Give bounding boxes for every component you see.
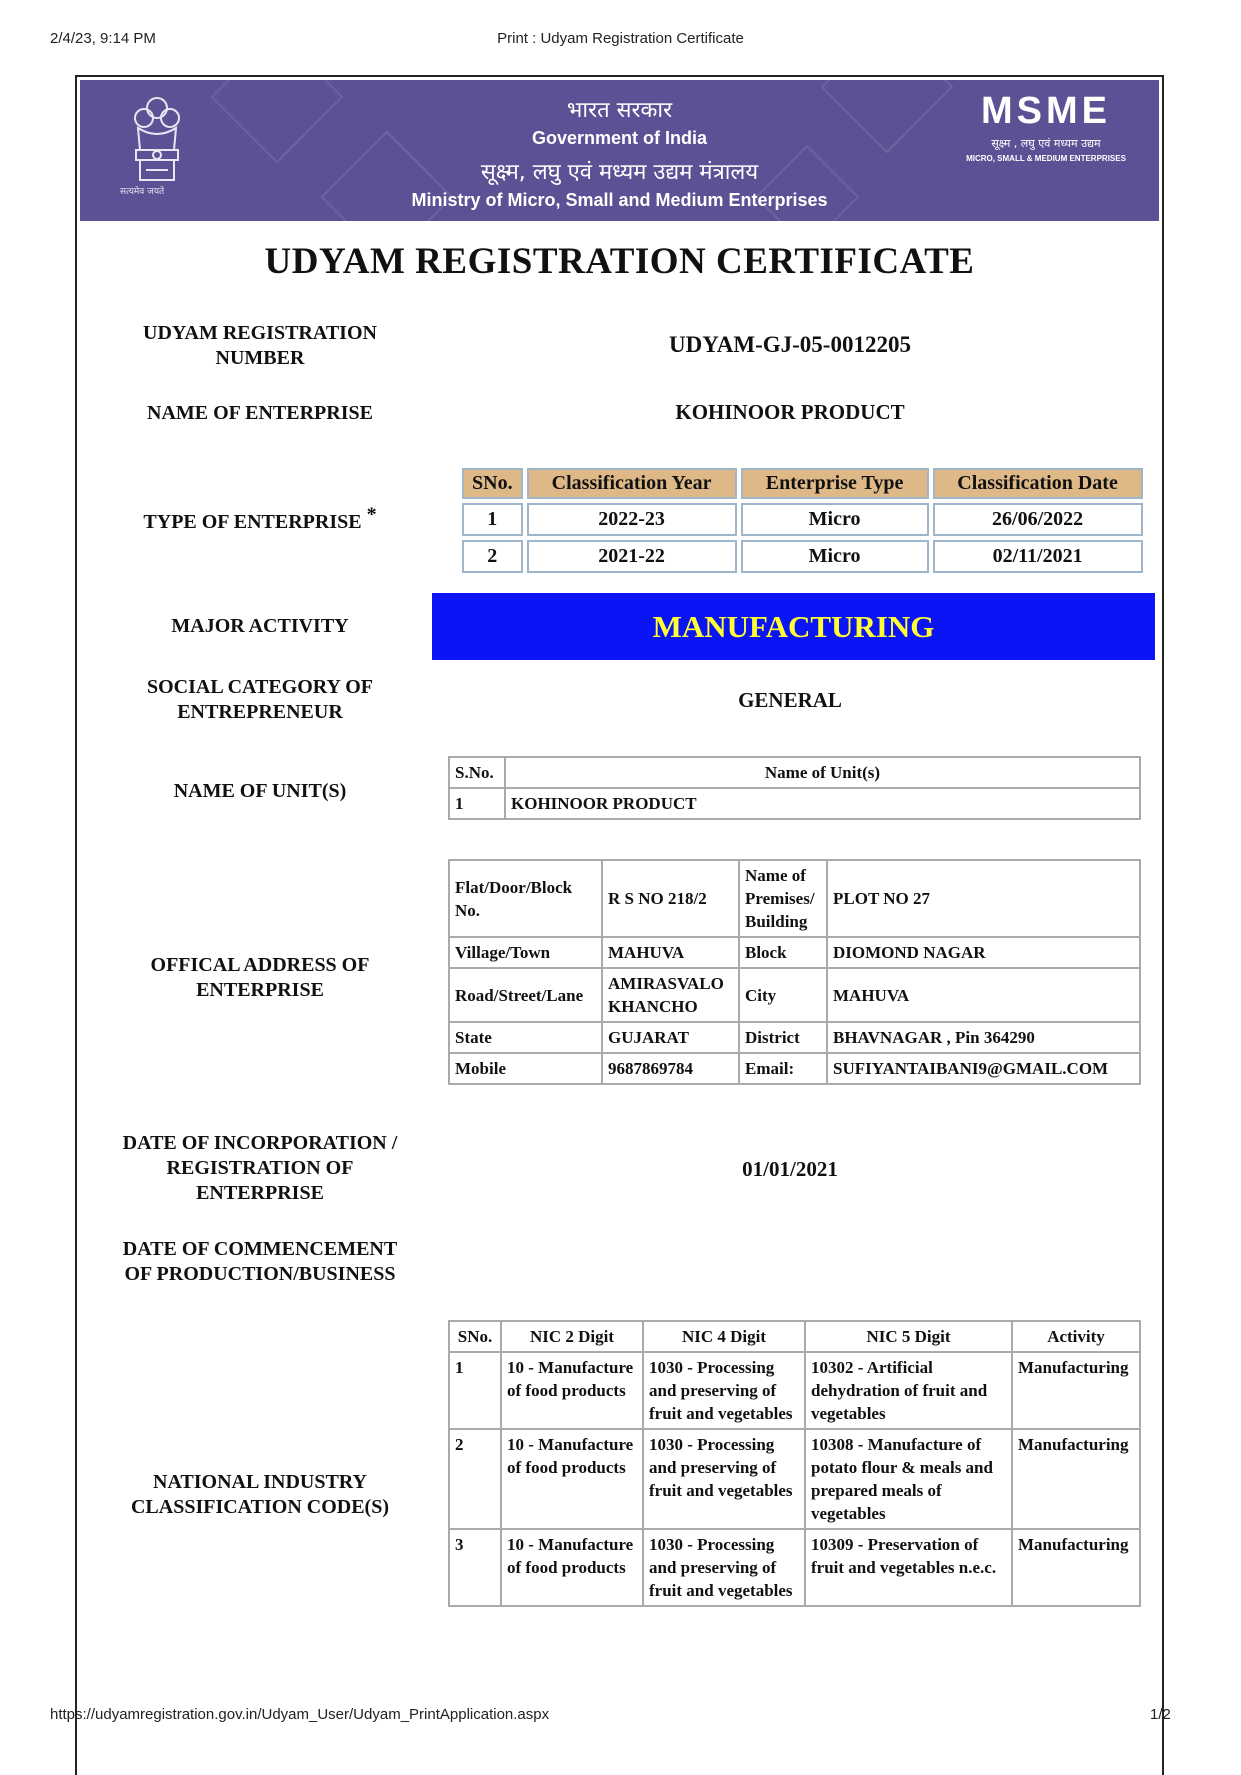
- nic-cell: 10 - Manufacture of food products: [501, 1429, 643, 1529]
- nic-cell: 1: [449, 1352, 501, 1429]
- nic-cell: 10302 - Artificial dehydration of fruit and vegetables: [805, 1352, 1012, 1429]
- cls-cell: 2021-22: [527, 540, 737, 573]
- msme-logo-word: MSME: [981, 90, 1111, 132]
- cls-cell: Micro: [741, 540, 929, 573]
- label-commencement-date: DATE OF COMMENCEMENT OF PRODUCTION/BUSINESS: [122, 1238, 398, 1285]
- units-header: S.No.: [449, 757, 505, 788]
- nic-cell: 3: [449, 1529, 501, 1606]
- nic-header: NIC 2 Digit: [501, 1321, 643, 1352]
- table-row: [449, 1352, 1140, 1429]
- label-enterprise-name: NAME OF ENTERPRISE: [147, 402, 373, 424]
- required-star: *: [366, 503, 377, 526]
- table-row: [449, 937, 1140, 968]
- addr-value: R S NO 218/2: [602, 860, 739, 937]
- label-official-address: OFFICAL ADDRESS OF ENTERPRISE: [150, 954, 370, 1001]
- cls-cell: 02/11/2021: [933, 540, 1143, 573]
- table-row: [449, 1529, 1140, 1606]
- table-row: [462, 540, 1143, 573]
- addr-label: Email:: [739, 1053, 827, 1084]
- msme-logo: [966, 92, 1126, 163]
- incorporation-date-value: 01/01/2021: [742, 1157, 838, 1181]
- addr-label: Mobile: [449, 1053, 602, 1084]
- nic-header: Activity: [1012, 1321, 1140, 1352]
- nic-cell: 10 - Manufacture of food products: [501, 1529, 643, 1606]
- label-name-of-units: NAME OF UNIT(S): [173, 780, 347, 802]
- enterprise-name-value: KOHINOOR PRODUCT: [675, 400, 905, 424]
- units-cell: KOHINOOR PRODUCT: [505, 788, 1140, 819]
- table-row: [449, 788, 1140, 819]
- addr-value: 9687869784: [602, 1053, 739, 1084]
- label-reg-number: UDYAM REGISTRATION NUMBER: [143, 322, 377, 369]
- addr-value: AMIRASVALO KHANCHO: [602, 968, 739, 1022]
- nic-cell: Manufacturing: [1012, 1529, 1140, 1606]
- emblem-motto: सत्यमेव जयते: [120, 187, 165, 197]
- cls-cell: 2022-23: [527, 503, 737, 536]
- addr-value: GUJARAT: [602, 1022, 739, 1053]
- nic-cell: Manufacturing: [1012, 1429, 1140, 1529]
- msme-logo-english: MICRO, SMALL & MEDIUM ENTERPRISES: [966, 154, 1126, 163]
- table-row: [449, 860, 1140, 937]
- cls-header: SNo.: [462, 468, 523, 499]
- nic-table: [448, 1320, 1141, 1607]
- nic-cell: Manufacturing: [1012, 1352, 1140, 1429]
- banner-hindi-govt: भारत सरकार: [566, 98, 673, 123]
- table-row: [449, 1429, 1140, 1529]
- label-type-of-enterprise: TYPE OF ENTERPRISE *: [143, 503, 377, 533]
- addr-label: Block: [739, 937, 827, 968]
- nic-header: SNo.: [449, 1321, 501, 1352]
- addr-value: BHAVNAGAR , Pin 364290: [827, 1022, 1140, 1053]
- print-page-title: Print : Udyam Registration Certificate: [497, 30, 744, 47]
- nic-cell: 2: [449, 1429, 501, 1529]
- units-header: Name of Unit(s): [505, 757, 1140, 788]
- addr-label: Name of Premises/ Building: [739, 860, 827, 937]
- addr-value: PLOT NO 27: [827, 860, 1140, 937]
- label-nic-codes: NATIONAL INDUSTRY CLASSIFICATION CODE(S): [130, 1471, 389, 1518]
- cls-cell: 2: [462, 540, 523, 573]
- nic-cell: 1030 - Processing and preserving of fruit and vegetables: [643, 1529, 805, 1606]
- addr-label: Flat/Door/Block No.: [449, 860, 602, 937]
- addr-label: State: [449, 1022, 602, 1053]
- label-social-category: SOCIAL CATEGORY OF ENTREPRENEUR: [147, 676, 373, 723]
- cls-header: Classification Date: [933, 468, 1143, 499]
- nic-cell: 1030 - Processing and preserving of fruit and vegetables: [643, 1429, 805, 1529]
- nic-cell: 10 - Manufacture of food products: [501, 1352, 643, 1429]
- page-number: 1/2: [1150, 1706, 1171, 1723]
- label-incorporation-date: DATE OF INCORPORATION / REGISTRATION OF ENTERPRISE: [122, 1132, 398, 1204]
- addr-label: Village/Town: [449, 937, 602, 968]
- cls-cell: 26/06/2022: [933, 503, 1143, 536]
- nic-cell: 10309 - Preservation of fruit and vegetables n.e.c.: [805, 1529, 1012, 1606]
- units-cell: 1: [449, 788, 505, 819]
- addr-value: SUFIYANTAIBANI9@GMAIL.COM: [827, 1053, 1140, 1084]
- cls-cell: Micro: [741, 503, 929, 536]
- nic-cell: 10308 - Manufacture of potato flour & meals and prepared meals of vegetables: [805, 1429, 1012, 1529]
- msme-logo-hindi: सूक्ष्म , लघु एवं मध्यम उद्यम: [991, 137, 1101, 150]
- major-activity-value: MANUFACTURING: [432, 593, 1155, 660]
- label-major-activity: MAJOR ACTIVITY: [171, 615, 349, 637]
- reg-number-value: UDYAM-GJ-05-0012205: [669, 332, 911, 357]
- certificate-title: UDYAM REGISTRATION CERTIFICATE: [264, 241, 975, 282]
- addr-value: MAHUVA: [827, 968, 1140, 1022]
- addr-value: DIOMOND NAGAR: [827, 937, 1140, 968]
- print-datetime: 2/4/23, 9:14 PM: [50, 30, 156, 47]
- addr-label: District: [739, 1022, 827, 1053]
- addr-value: MAHUVA: [602, 937, 739, 968]
- units-table: [448, 756, 1141, 820]
- nic-cell: 1030 - Processing and preserving of fruit and vegetables: [643, 1352, 805, 1429]
- banner-govt-english: Government of India: [531, 128, 708, 148]
- cls-cell: 1: [462, 503, 523, 536]
- nic-header: NIC 5 Digit: [805, 1321, 1012, 1352]
- govt-banner: [80, 80, 1159, 221]
- addr-label: Road/Street/Lane: [449, 968, 602, 1022]
- address-table: [448, 859, 1141, 1085]
- table-row: [462, 503, 1143, 536]
- social-category-value: GENERAL: [738, 688, 842, 712]
- page-url: https://udyamregistration.gov.in/Udyam_User/Udyam_PrintApplication.aspx: [50, 1706, 550, 1723]
- table-row: [449, 1053, 1140, 1084]
- cls-header: Classification Year: [527, 468, 737, 499]
- banner-ministry-hindi: सूक्ष्म, लघु एवं मध्यम उद्यम मंत्रालय: [480, 160, 759, 185]
- nic-header: NIC 4 Digit: [643, 1321, 805, 1352]
- table-row: [449, 968, 1140, 1022]
- banner-ministry-english: Ministry of Micro, Small and Medium Enterprises: [411, 190, 828, 210]
- classification-table: [458, 464, 1147, 577]
- addr-label: City: [739, 968, 827, 1022]
- table-row: [449, 1022, 1140, 1053]
- cls-header: Enterprise Type: [741, 468, 929, 499]
